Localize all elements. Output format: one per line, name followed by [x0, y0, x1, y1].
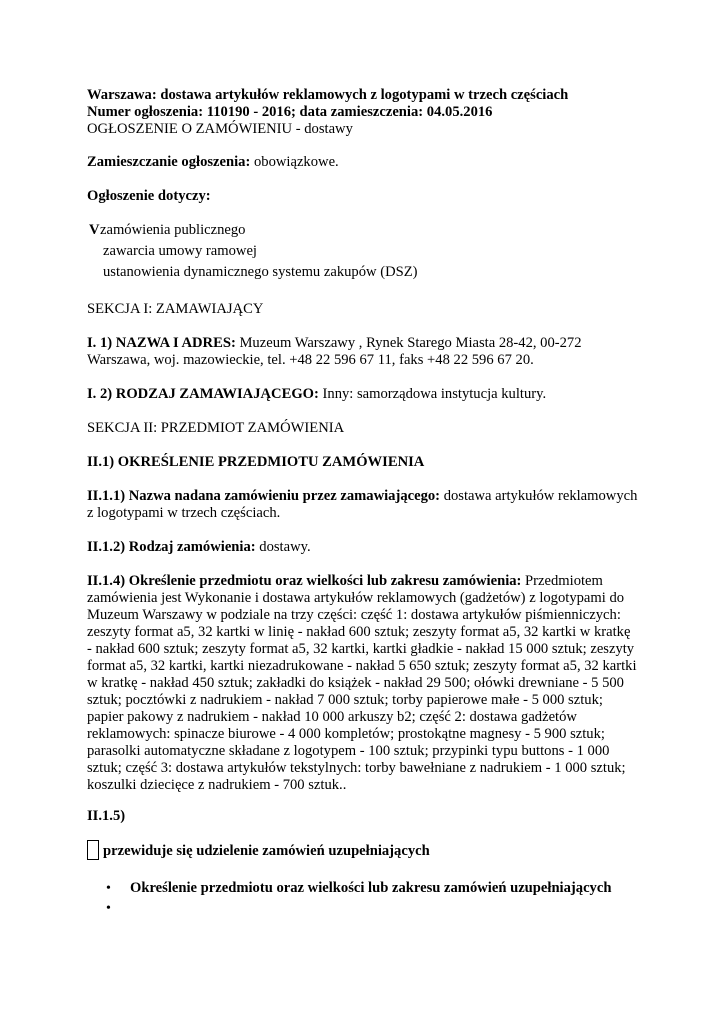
contract-kind-value: dostawy.: [255, 539, 311, 555]
contract-kind-label: II.1.2) Rodzaj zamówienia:: [87, 539, 256, 555]
scope-line: zamówienia jest Wykonanie i dostawa artykułów reklamowych (gadżetów) z logotypami do: [87, 590, 625, 606]
option-label: zawarcia umowy ramowej: [103, 243, 257, 259]
supplementary-checkbox[interactable]: [87, 840, 99, 860]
section-1-title: SEKCJA I: ZAMAWIAJĄCY: [87, 301, 264, 317]
scope-line: format a5, 32 kartki, kartki niezadrukowane - nakład 5 650 sztuk; zeszyty format a5, 32 kartki: [87, 658, 637, 674]
section-2-subheading: [87, 454, 647, 471]
item-1-1-5-label: II.1.5): [87, 808, 126, 824]
bullet-item-text: Określenie przedmiotu oraz wielkości lub zakresu zamówień uzupełniających: [130, 880, 612, 896]
supplementary-option: [103, 843, 430, 860]
contract-name: [87, 488, 647, 522]
item-1-1-5: [87, 808, 647, 825]
name-address-value-cont: Warszawa, woj. mazowieckie, tel. +48 22 596 67 11, faks +48 22 596 67 20.: [87, 352, 534, 368]
option-dynamic-purchasing: [103, 264, 418, 281]
scope-line: sztuk; pocztówki z nadrukiem - nakład 7 000 sztuk; torby papierowe małe - 5 000 sztuk;: [87, 692, 603, 708]
scope-line: koszulki dziecięce z nadrukiem - 700 sztuk..: [87, 777, 347, 793]
subject-heading: II.1) OKREŚLENIE PRZEDMIOTU ZAMÓWIENIA: [87, 454, 425, 470]
option-label: ustanowienia dynamicznego systemu zakupów (DSZ): [103, 264, 418, 280]
notice-header: [87, 87, 647, 138]
notice-title: Warszawa: dostawa artykułów reklamowych z logotypami w trzech częściach: [87, 87, 569, 103]
contract-scope-label: II.1.4) Określenie przedmiotu oraz wielkości lub zakresu zamówienia:: [87, 573, 522, 589]
scope-line: reklamowych: spinacze biurowe - 4 000 kompletów; prostokątne magnesy - 5 900 sztuk;: [87, 726, 605, 742]
section-1-heading: [87, 301, 647, 318]
section-2-title: SEKCJA II: PRZEDMIOT ZAMÓWIENIA: [87, 420, 345, 436]
placement-value: obowiązkowe.: [250, 154, 339, 170]
contracting-authority-address: [87, 335, 647, 369]
contract-name-value-cont: z logotypami w trzech częściach.: [87, 505, 281, 521]
bullet-icon: •: [106, 881, 111, 896]
authority-type-label: I. 2) RODZAJ ZAMAWIAJĄCEGO:: [87, 386, 319, 402]
contract-name-label: II.1.1) Nazwa nadana zamówieniu przez zamawiającego:: [87, 488, 441, 504]
option-label: zamówienia publicznego: [100, 222, 246, 238]
contract-kind: [87, 539, 647, 556]
scope-line: w kratkę - nakład 450 sztuk; zakładki do książek - nakład 29 500; ołówki drewniane - 5 500: [87, 675, 624, 691]
option-public-procurement: [89, 222, 245, 239]
option-framework-agreement: [103, 243, 257, 260]
selected-mark: V: [89, 222, 100, 238]
bullet-item: [130, 880, 611, 897]
scope-line: Muzeum Warszawy w podziale na trzy części: część 1: dostawa artykułów piśmienniczych:: [87, 607, 621, 623]
notice-number: Numer ogłoszenia: 110190 - 2016; data zamieszczenia: 04.05.2016: [87, 104, 493, 120]
name-address-label: I. 1) NAZWA I ADRES:: [87, 335, 236, 351]
contract-scope: [87, 573, 647, 794]
contracting-authority-type: [87, 386, 647, 403]
placement-line: [87, 154, 647, 171]
scope-line: parasolki automatyczne składane z logotypem - 100 sztuk; przypinki typu buttons - 1 000: [87, 743, 610, 759]
supplementary-label: przewiduje się udzielenie zamówień uzupełniających: [103, 843, 430, 859]
contract-scope-value: Przedmiotem: [521, 573, 603, 589]
placement-label: Zamieszczanie ogłoszenia:: [87, 154, 251, 170]
notice-type: OGŁOSZENIE O ZAMÓWIENIU - dostawy: [87, 121, 353, 137]
bullet-icon: •: [106, 901, 111, 916]
section-2-heading: [87, 420, 647, 437]
scope-line: papier pakowy z nadrukiem - nakład 10 000 arkuszy b2; część 2: dostawa gadżetów: [87, 709, 577, 725]
scope-line: zeszyty format a5, 32 kartki w linię - nakład 600 sztuk; zeszyty format a5, 32 kartki w kratkę: [87, 624, 631, 640]
concerns-label: Ogłoszenie dotyczy:: [87, 188, 211, 204]
contract-name-value: dostawa artykułów reklamowych: [440, 488, 638, 504]
scope-line: - nakład 600 sztuk; zeszyty format a5, 32 kartki, kartki gładkie - nakład 15 000 sztuk; zeszyty: [87, 641, 635, 657]
scope-line: sztuk; część 3: dostawa artykułów tekstylnych: torby bawełniane z nadrukiem - 1 000 sztuk;: [87, 760, 626, 776]
concerns-heading: [87, 188, 647, 205]
authority-type-value: Inny: samorządowa instytucja kultury.: [318, 386, 547, 402]
name-address-value: Muzeum Warszawy , Rynek Starego Miasta 28-42, 00-272: [235, 335, 582, 351]
